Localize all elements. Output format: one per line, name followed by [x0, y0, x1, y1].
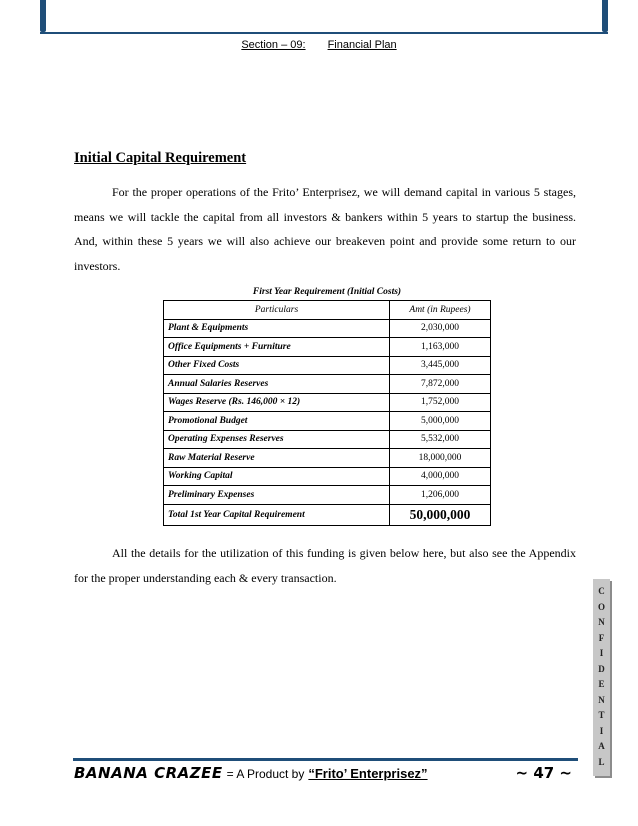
total-label: Total 1st Year Capital Requirement — [164, 504, 390, 525]
table-total-row — [164, 504, 491, 525]
table-row — [164, 430, 491, 449]
details-paragraph: All the details for the utilization of this funding is given below here, but also see the Appendix for the proper understanding each & every transaction. — [74, 546, 576, 585]
footer-product-text: = A Product by — [226, 767, 305, 781]
page-number: ~ 47 ~ — [515, 764, 572, 782]
row-amount: 4,000,000 — [390, 467, 491, 486]
footer-rule — [73, 758, 578, 761]
side-letter: F — [598, 632, 605, 643]
table-header-row — [164, 301, 491, 320]
row-label: Operating Expenses Reserves — [164, 430, 390, 449]
side-letter: O — [597, 601, 605, 612]
side-letter: T — [598, 710, 605, 720]
side-letter: E — [598, 679, 605, 689]
side-letter: N — [598, 617, 605, 627]
table-row — [164, 449, 491, 468]
header-title: Financial Plan — [327, 39, 397, 51]
side-letter: L — [598, 756, 605, 767]
row-label: Plant & Equipments — [164, 319, 390, 338]
row-amount: 1,206,000 — [390, 486, 491, 505]
top-right-decor-bar — [602, 0, 608, 32]
row-amount: 3,445,000 — [390, 356, 491, 375]
table-row — [164, 356, 491, 375]
row-amount: 1,163,000 — [390, 338, 491, 357]
table-row — [164, 338, 491, 357]
confidential-side-label — [593, 579, 610, 776]
footer-company: “Frito’ Enterprisez” — [308, 766, 428, 781]
side-letter: D — [598, 663, 605, 674]
row-amount: 5,532,000 — [390, 430, 491, 449]
intro-paragraph: For the proper operations of the Frito’ Enterprisez, we will demand capital in various 5 stages, means we will tackle the capital from all investors & bankers within 5 years to startup the business. And, within these 5 years we will also achieve our breakeven point and provide some return to our investors. — [74, 185, 576, 273]
row-amount: 5,000,000 — [390, 412, 491, 431]
row-amount: 1,752,000 — [390, 393, 491, 412]
header-particulars: Particulars — [164, 301, 390, 320]
row-label: Other Fixed Costs — [164, 356, 390, 375]
table-row — [164, 486, 491, 505]
top-left-decor-bar — [40, 0, 46, 32]
table-caption-row — [164, 284, 491, 301]
row-amount: 18,000,000 — [390, 449, 491, 468]
table-row — [164, 467, 491, 486]
row-amount: 7,872,000 — [390, 375, 491, 394]
row-label: Preliminary Expenses — [164, 486, 390, 505]
side-letter: N — [598, 694, 605, 705]
side-letter: C — [598, 586, 605, 596]
table-row — [164, 393, 491, 412]
side-letter: A — [598, 741, 605, 751]
row-label: Wages Reserve (Rs. 146,000 × 12) — [164, 393, 390, 412]
row-amount: 2,030,000 — [390, 319, 491, 338]
footer-brand: BANANA CRAZEE — [74, 764, 223, 782]
table-row — [164, 412, 491, 431]
total-amount: 50,000,000 — [390, 504, 491, 525]
page-footer — [74, 764, 584, 782]
table-caption: First Year Requirement (Initial Costs) — [164, 284, 491, 301]
header-amount: Amt (in Rupees) — [390, 301, 491, 320]
side-letter: I — [599, 648, 604, 658]
section-title: Initial Capital Requirement — [74, 150, 247, 166]
page-header — [0, 39, 638, 51]
row-label: Raw Material Reserve — [164, 449, 390, 468]
table-row — [164, 319, 491, 338]
side-letter: I — [599, 725, 604, 736]
row-label: Promotional Budget — [164, 412, 390, 431]
row-label: Annual Salaries Reserves — [164, 375, 390, 394]
row-label: Office Equipments + Furniture — [164, 338, 390, 357]
header-section: Section – 09: — [241, 39, 306, 51]
row-label: Working Capital — [164, 467, 390, 486]
table-row — [164, 375, 491, 394]
capital-requirement-table — [163, 284, 491, 526]
header-rule — [40, 32, 608, 34]
